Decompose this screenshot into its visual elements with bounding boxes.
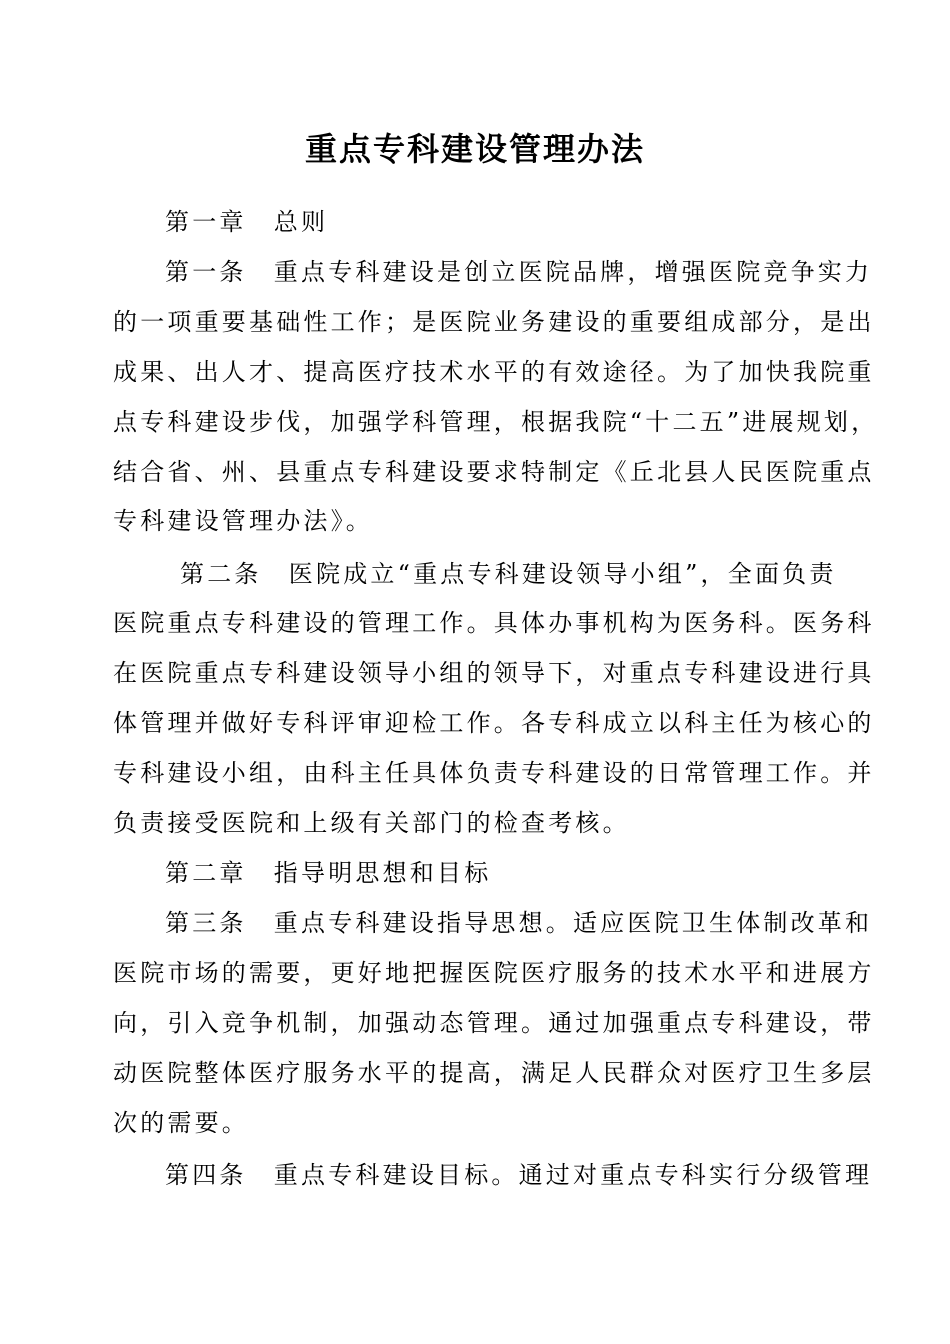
article-3-line-5: 次的需要。 xyxy=(113,1109,249,1137)
chapter-1-heading: 第一章 总则 xyxy=(165,208,329,236)
document-title: 重点专科建设管理办法 xyxy=(304,130,645,168)
article-2-line-1: 第二条 医院成立“重点专科建设领导小组”，全面负责 xyxy=(180,560,837,588)
article-2-line-3: 在医院重点专科建设领导小组的领导下，对重点专科建设进行具 xyxy=(113,659,875,687)
article-2-line-2: 医院重点专科建设的管理工作。具体办事机构为医务科。医务科 xyxy=(113,609,875,637)
article-1-line-4: 点专科建设步伐，加强学科管理，根据我院“十二五”进展规划， xyxy=(113,408,879,436)
article-3-line-4: 动医院整体医疗服务水平的提高，满足人民群众对医疗卫生多层 xyxy=(113,1059,875,1087)
article-3-line-3: 向，引入竞争机制，加强动态管理。通过加强重点专科建设，带 xyxy=(113,1009,875,1037)
article-2-line-5: 专科建设小组，由科主任具体负责专科建设的日常管理工作。并 xyxy=(113,759,875,787)
chapter-2-heading: 第二章 指导明思想和目标 xyxy=(165,859,492,887)
article-1-line-1: 第一条 重点专科建设是创立医院品牌，增强医院竞争实力 xyxy=(165,258,873,286)
article-1-line-2: 的一项重要基础性工作；是医院业务建设的重要组成部分，是出 xyxy=(113,308,875,336)
article-1-line-6: 专科建设管理办法》。 xyxy=(113,507,373,535)
article-2-line-4: 体管理并做好专科评审迎检工作。各专科成立以科主任为核心的 xyxy=(113,709,875,737)
article-1-line-3: 成果、出人才、提高医疗技术水平的有效途径。为了加快我院重 xyxy=(113,358,875,386)
article-1-line-5: 结合省、州、县重点专科建设要求特制定《丘北县人民医院重点 xyxy=(113,458,875,486)
article-3-line-1: 第三条 重点专科建设指导思想。适应医院卫生体制改革和 xyxy=(165,909,873,937)
article-4-line-1: 第四条 重点专科建设目标。通过对重点专科实行分级管理 xyxy=(165,1161,873,1189)
article-2-line-6: 负责接受医院和上级有关部门的检查考核。 xyxy=(113,809,630,837)
article-3-line-2: 医院市场的需要，更好地把握医院医疗服务的技术水平和进展方 xyxy=(113,959,875,987)
